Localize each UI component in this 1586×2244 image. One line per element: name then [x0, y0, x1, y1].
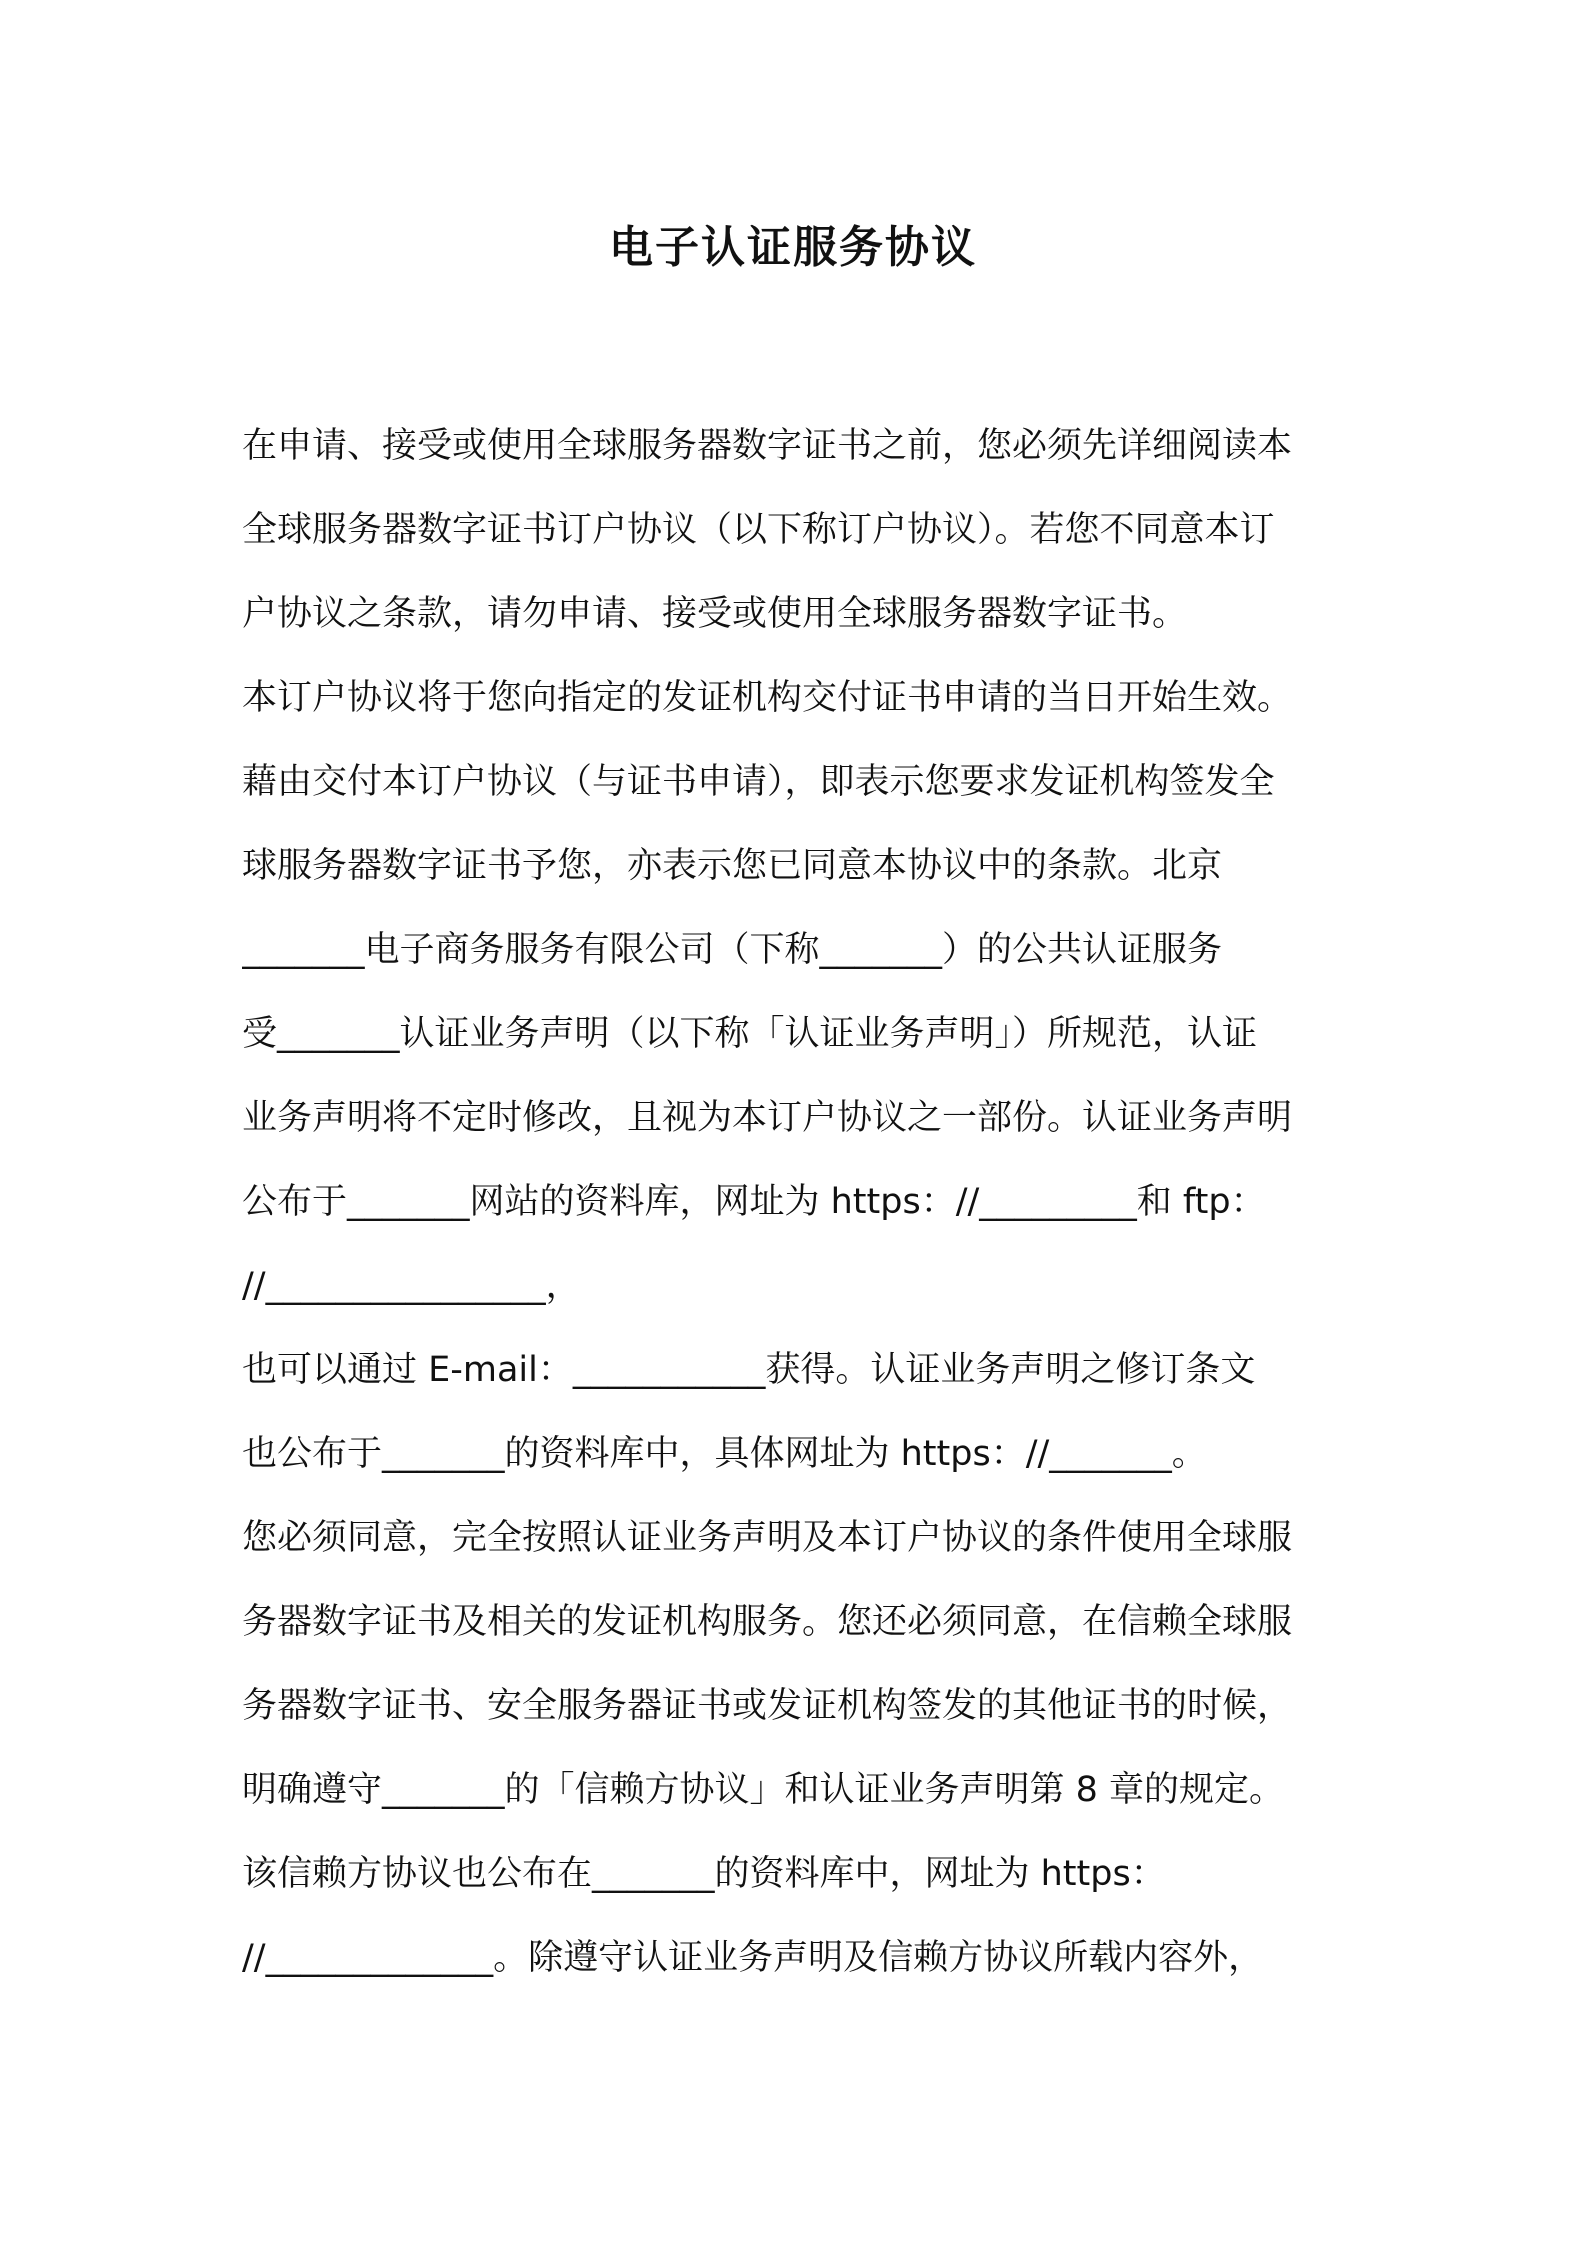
body-line: //_____________。除遵守认证业务声明及信赖方协议所载内容外，	[242, 1938, 1264, 1978]
body-line: //________________，	[242, 1266, 581, 1306]
body-line: 户协议之条款，请勿申请、接受或使用全球服务器数字证书。	[242, 594, 1188, 634]
body-line: 该信赖方协议也公布在_______的资料库中，网址为 https：	[242, 1854, 1166, 1894]
body-line: 在申请、接受或使用全球服务器数字证书之前，您必须先详细阅读本	[242, 426, 1293, 466]
body-line: 务器数字证书、安全服务器证书或发证机构签发的其他证书的时候，	[242, 1686, 1293, 1726]
body-line: 受_______认证业务声明（以下称「认证业务声明」）所规范，认证	[242, 1014, 1258, 1054]
body-line: 也可以通过 E-mail：___________获得。认证业务声明之修订条文	[242, 1350, 1256, 1390]
body-line: 您必须同意，完全按照认证业务声明及本订户协议的条件使用全球服	[242, 1518, 1293, 1558]
body-line: 藉由交付本订户协议（与证书申请），即表示您要求发证机构签发全	[242, 762, 1275, 802]
body-line: 全球服务器数字证书订户协议（以下称订户协议）。若您不同意本订	[242, 510, 1275, 550]
body-line: 也公布于_______的资料库中，具体网址为 https：//_______。	[242, 1434, 1207, 1474]
body-line: 明确遵守_______的「信赖方协议」和认证业务声明第 8 章的规定。	[242, 1770, 1285, 1810]
body-line: _______电子商务服务有限公司（下称_______）的公共认证服务	[242, 930, 1223, 970]
document-body	[242, 404, 1362, 2000]
document-title: 电子认证服务协议	[609, 222, 977, 273]
body-line: 公布于_______网站的资料库，网址为 https：//_________和 ftp：	[242, 1182, 1266, 1222]
body-line: 本订户协议将于您向指定的发证机构交付证书申请的当日开始生效。	[242, 678, 1293, 718]
body-line: 球服务器数字证书予您，亦表示您已同意本协议中的条款。北京	[242, 846, 1223, 886]
body-line: 务器数字证书及相关的发证机构服务。您还必须同意，在信赖全球服	[242, 1602, 1293, 1642]
body-line: 业务声明将不定时修改，且视为本订户协议之一部份。认证业务声明	[242, 1098, 1293, 1138]
